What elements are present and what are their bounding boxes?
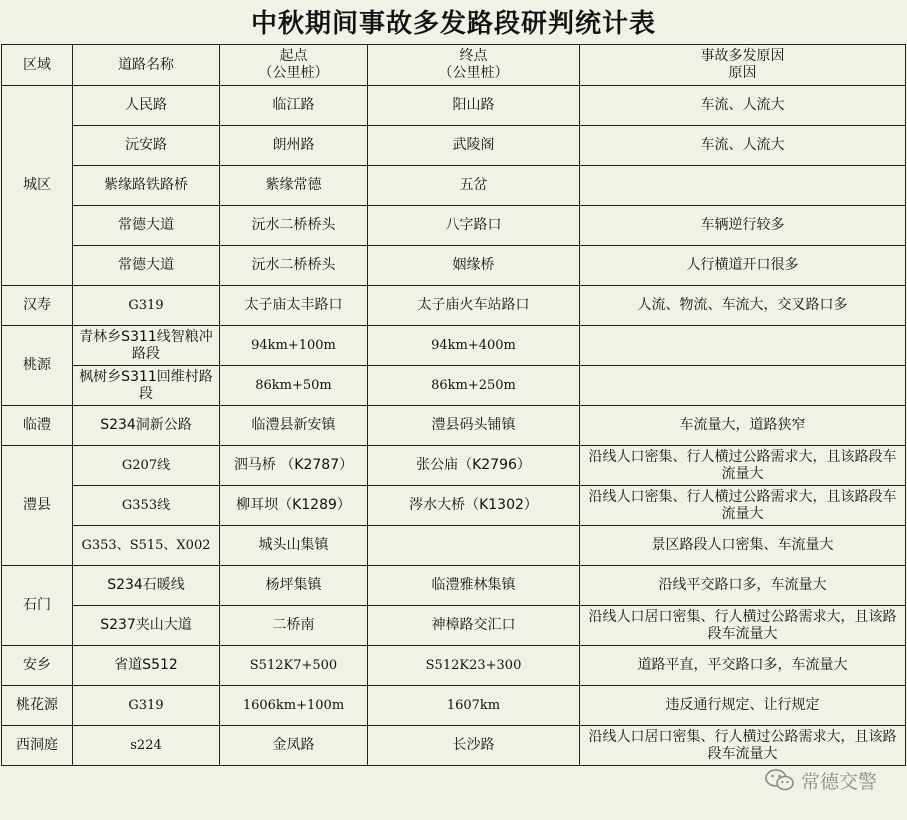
road-cell: 枫树乡S311回维村路段 — [73, 366, 220, 406]
header-road: 道路名称 — [73, 45, 220, 86]
road-cell: 青林乡S311线智粮冲路段 — [73, 326, 220, 366]
table-row — [2, 206, 906, 246]
start-cell: 柳耳坝（K1289） — [220, 486, 368, 526]
region-cell: 城区 — [2, 86, 73, 286]
table-row — [2, 486, 906, 526]
cause-cell: 沿线平交路口多，车流量大 — [580, 566, 906, 606]
start-cell: 紫缘常德 — [220, 166, 368, 206]
table-row — [2, 726, 906, 766]
road-cell: G207线 — [73, 446, 220, 486]
start-cell: 1606km+100m — [220, 686, 368, 726]
table-row — [2, 86, 906, 126]
end-cell: S512K23+300 — [368, 646, 580, 686]
road-cell: 省道S512 — [73, 646, 220, 686]
start-cell: 太子庙太丰路口 — [220, 286, 368, 326]
start-cell: 金凤路 — [220, 726, 368, 766]
table-row — [2, 246, 906, 286]
start-cell: 城头山集镇 — [220, 526, 368, 566]
table-row — [2, 286, 906, 326]
end-cell: 神樟路交汇口 — [368, 606, 580, 646]
road-cell: G353线 — [73, 486, 220, 526]
start-cell: 沅水二桥桥头 — [220, 246, 368, 286]
end-cell: 涔水大桥（K1302） — [368, 486, 580, 526]
start-cell: 杨坪集镇 — [220, 566, 368, 606]
cause-cell — [580, 166, 906, 206]
start-cell: 临江路 — [220, 86, 368, 126]
cause-cell: 车流、人流大 — [580, 86, 906, 126]
road-cell: S237夹山大道 — [73, 606, 220, 646]
cause-cell — [580, 366, 906, 406]
header-region: 区域 — [2, 45, 73, 86]
table-row — [2, 526, 906, 566]
cause-cell: 道路平直，平交路口多，车流量大 — [580, 646, 906, 686]
table-row — [2, 126, 906, 166]
start-cell: S512K7+500 — [220, 646, 368, 686]
end-cell: 武陵阁 — [368, 126, 580, 166]
road-cell: 常德大道 — [73, 246, 220, 286]
end-cell — [368, 526, 580, 566]
start-cell: 86km+50m — [220, 366, 368, 406]
cause-cell: 景区路段人口密集、车流量大 — [580, 526, 906, 566]
accident-table — [1, 44, 906, 766]
cause-cell: 沿线人口密集、行人横过公路需求大，且该路段车流量大 — [580, 486, 906, 526]
region-cell: 安乡 — [2, 646, 73, 686]
header-start: 起点 （公里桩） — [220, 45, 368, 86]
cause-cell: 违反通行规定、让行规定 — [580, 686, 906, 726]
end-cell: 长沙路 — [368, 726, 580, 766]
end-cell: 临澧雅林集镇 — [368, 566, 580, 606]
cause-cell: 车流量大，道路狭窄 — [580, 406, 906, 446]
region-cell: 澧县 — [2, 446, 73, 566]
wechat-icon — [765, 768, 795, 792]
header-cause: 事故多发原因 原因 — [580, 45, 906, 86]
start-cell: 临澧县新安镇 — [220, 406, 368, 446]
start-cell: 泗马桥 （K2787） — [220, 446, 368, 486]
end-cell: 86km+250m — [368, 366, 580, 406]
table-row — [2, 446, 906, 486]
road-cell: G353、S515、X002 — [73, 526, 220, 566]
end-cell: 94km+400m — [368, 326, 580, 366]
end-cell: 澧县码头铺镇 — [368, 406, 580, 446]
table-row — [2, 606, 906, 646]
table-row — [2, 366, 906, 406]
cause-cell: 沿线人口密集、行人横过公路需求大，且该路段车流量大 — [580, 446, 906, 486]
table-row — [2, 686, 906, 726]
cause-cell: 沿线人口居口密集、行人横过公路需求大，且该路段车流量大 — [580, 606, 906, 646]
page-title: 中秋期间事故多发路段研判统计表 — [250, 9, 656, 39]
road-cell: s224 — [73, 726, 220, 766]
start-cell: 沅水二桥桥头 — [220, 206, 368, 246]
region-cell: 临澧 — [2, 406, 73, 446]
table-row — [2, 646, 906, 686]
region-cell: 西洞庭 — [2, 726, 73, 766]
watermark-text: 常德交警 — [800, 770, 877, 793]
end-cell: 八字路口 — [368, 206, 580, 246]
table-row — [2, 566, 906, 606]
road-cell: G319 — [73, 286, 220, 326]
cause-cell: 车辆逆行较多 — [580, 206, 906, 246]
road-cell: 人民路 — [73, 86, 220, 126]
header-row — [2, 45, 906, 86]
end-cell: 阳山路 — [368, 86, 580, 126]
table-row — [2, 326, 906, 366]
cause-cell — [580, 326, 906, 366]
road-cell: 沅安路 — [73, 126, 220, 166]
cause-cell: 车流、人流大 — [580, 126, 906, 166]
region-cell: 桃花源 — [2, 686, 73, 726]
header-end: 终点 （公里桩） — [368, 45, 580, 86]
start-cell: 二桥南 — [220, 606, 368, 646]
region-cell: 汉寿 — [2, 286, 73, 326]
road-cell: S234洞新公路 — [73, 406, 220, 446]
end-cell: 张公庙（K2796） — [368, 446, 580, 486]
end-cell: 太子庙火车站路口 — [368, 286, 580, 326]
cause-cell: 沿线人口居口密集、行人横过公路需求大，且该路段车流量大 — [580, 726, 906, 766]
road-cell: 常德大道 — [73, 206, 220, 246]
end-cell: 五岔 — [368, 166, 580, 206]
road-cell: S234石暖线 — [73, 566, 220, 606]
table-row — [2, 406, 906, 446]
watermark — [765, 766, 877, 794]
end-cell: 姻缘桥 — [368, 246, 580, 286]
region-cell: 石门 — [2, 566, 73, 646]
region-cell: 桃源 — [2, 326, 73, 406]
start-cell: 94km+100m — [220, 326, 368, 366]
start-cell: 朗州路 — [220, 126, 368, 166]
end-cell: 1607km — [368, 686, 580, 726]
cause-cell: 人流、物流、车流大，交叉路口多 — [580, 286, 906, 326]
cause-cell: 人行横道开口很多 — [580, 246, 906, 286]
road-cell: 紫缘路铁路桥 — [73, 166, 220, 206]
road-cell: G319 — [73, 686, 220, 726]
table-row — [2, 166, 906, 206]
